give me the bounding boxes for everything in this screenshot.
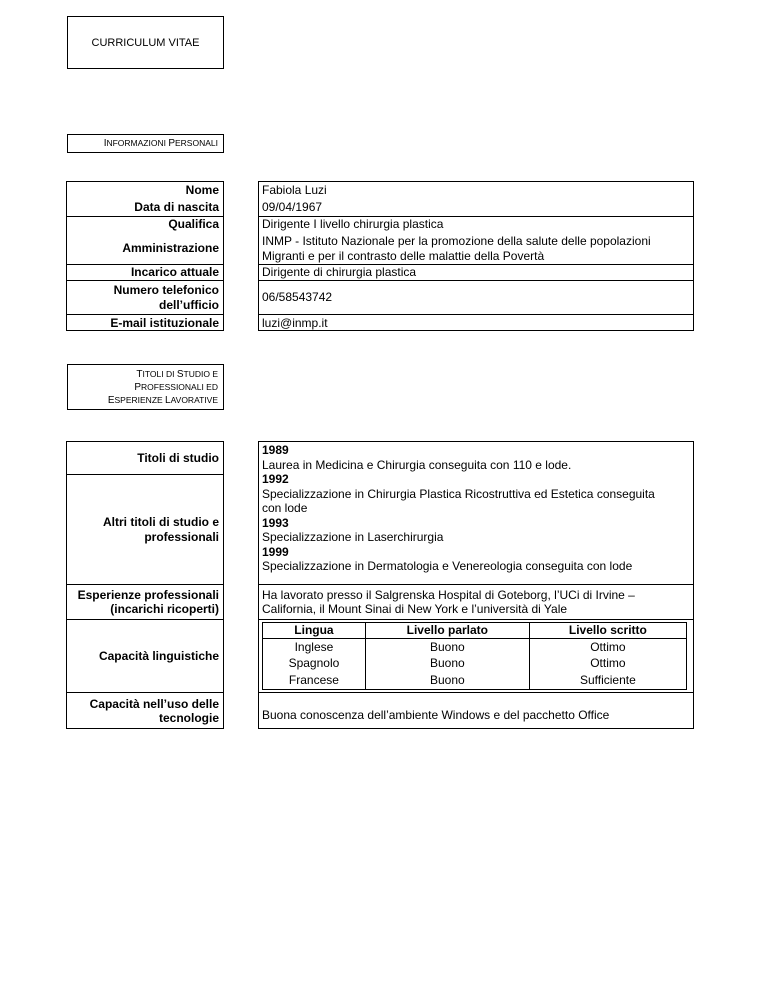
label-capacita-linguistiche: Capacità linguistiche <box>98 648 219 663</box>
value-data-nascita: 09/04/1967 <box>262 199 323 214</box>
label-titoli-studio: Titoli di studio <box>137 450 219 465</box>
value-qualifica: Dirigente I livello chirurgia plastica <box>262 216 444 231</box>
spec-1993: Specializzazione in Laserchirurgia <box>262 530 444 544</box>
spec-1992-line1: Specializzazione in Chirurgia Plastica Ricostruttiva ed Estetica conseguita <box>262 486 655 501</box>
year-1989: 1989 <box>262 443 289 457</box>
header-livello-parlato: Livello parlato <box>365 623 529 639</box>
label-altri-titoli: Altri titoli di studio e professionali <box>103 515 219 544</box>
label-amministrazione: Amministrazione <box>122 241 219 256</box>
value-incarico: Dirigente di chirurgia plastica <box>262 265 417 280</box>
section-personal-info: INFORMAZIONI PERSONALI <box>67 134 224 153</box>
table-row: Francese Buono Sufficiente <box>263 672 687 689</box>
value-studies-list <box>258 443 694 583</box>
label-incarico: Incarico attuale <box>130 265 219 280</box>
spec-1999: Specializzazione in Dermatologia e Venereologia conseguita con lode <box>262 559 633 573</box>
value-nome: Fabiola Luzi <box>262 182 327 197</box>
value-telefono: 06/58543742 <box>262 290 333 305</box>
label-email: E-mail istituzionale <box>110 315 219 330</box>
value-amministrazione: INMP - Istituto Nazionale per la promozione della salute delle popolazioni Migranti e per il contrasto delle malattie della Povertà <box>262 234 651 263</box>
document-title-box <box>67 16 224 69</box>
label-esperienze: Esperienze professionali (incarichi ricoperti) <box>77 587 219 616</box>
header-lingua: Lingua <box>263 623 366 639</box>
year-1992: 1992 <box>262 472 289 486</box>
label-data-nascita: Data di nascita <box>134 199 219 214</box>
value-tecnologie: Buona conoscenza dell’ambiente Windows e del pacchetto Office <box>262 708 610 723</box>
table-row: Inglese Buono Ottimo <box>263 639 687 656</box>
language-table-header <box>263 623 687 639</box>
year-1993: 1993 <box>262 515 289 530</box>
label-telefono: Numero telefonico dell’ufficio <box>113 283 219 312</box>
value-esperienze: Ha lavorato presso il Salgrenska Hospital di Goteborg, l’UCi di Irvine – California, il Mount Sinai di New York e l’università di Yale <box>262 587 635 616</box>
table-row: Spagnolo Buono Ottimo <box>263 656 687 673</box>
label-nome: Nome <box>185 182 219 197</box>
value-email[interactable]: luzi@inmp.it <box>262 315 328 330</box>
spec-1992-line2: con lode <box>262 501 308 515</box>
year-1999: 1999 <box>262 544 289 559</box>
header-livello-scritto: Livello scritto <box>529 623 686 639</box>
section-studies: TITOLI DI STUDIO E PROFESSIONALI ED ESPERIENZE LAVORATIVE <box>67 364 224 410</box>
document-title: CURRICULUM VITAE <box>91 36 200 49</box>
label-tecnologie: Capacità nell’uso delle tecnologie <box>89 696 219 725</box>
language-table <box>262 622 687 690</box>
degree-laurea: Laurea in Medicina e Chirurgia conseguita con 110 e lode. <box>262 457 572 472</box>
label-qualifica: Qualifica <box>168 216 219 231</box>
